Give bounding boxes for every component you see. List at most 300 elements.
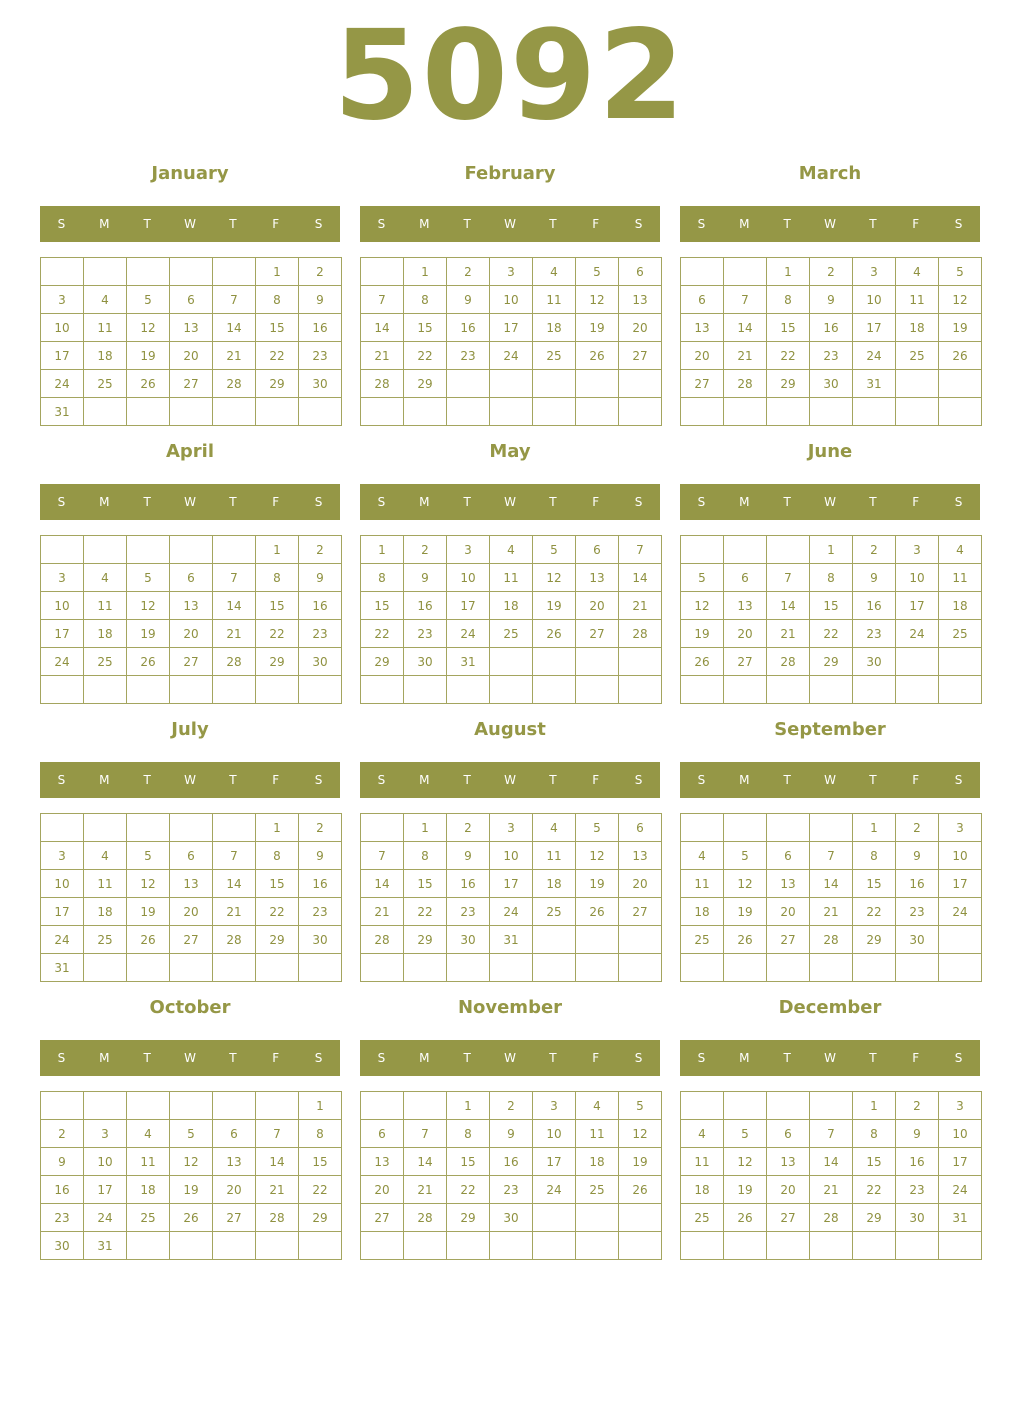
weekday-label: T: [549, 1051, 557, 1065]
empty-day-cell: [256, 1092, 299, 1120]
day-cell: 2: [490, 1092, 533, 1120]
day-cell: 24: [447, 620, 490, 648]
day-cell: 18: [84, 620, 127, 648]
week-row: [361, 1092, 662, 1120]
week-row: [681, 592, 982, 620]
day-cell: 26: [576, 342, 619, 370]
weekday-label: S: [634, 1051, 643, 1065]
day-cell: 21: [361, 342, 404, 370]
day-cell: 27: [724, 648, 767, 676]
weekday-header: [40, 206, 340, 242]
day-cell: 11: [84, 592, 127, 620]
week-row: [361, 870, 662, 898]
week-row: [681, 314, 982, 342]
day-cell: 25: [84, 648, 127, 676]
day-cell: 22: [404, 898, 447, 926]
day-cell: 3: [41, 842, 84, 870]
empty-day-cell: [127, 1092, 170, 1120]
empty-day-cell: [533, 676, 576, 704]
weekday-label: M: [739, 1051, 750, 1065]
weekday-label: M: [419, 1051, 430, 1065]
day-cell: 20: [170, 620, 213, 648]
weekday-label: M: [739, 773, 750, 787]
day-cell: 30: [41, 1232, 84, 1260]
empty-day-cell: [724, 258, 767, 286]
week-row: [41, 398, 342, 426]
day-cell: 19: [127, 342, 170, 370]
day-cell: 1: [256, 814, 299, 842]
day-cell: 15: [299, 1148, 342, 1176]
weekday-header: [360, 1040, 660, 1076]
empty-day-cell: [127, 676, 170, 704]
empty-day-cell: [84, 814, 127, 842]
empty-day-cell: [939, 370, 982, 398]
day-cell: 25: [127, 1204, 170, 1232]
week-row: [681, 398, 982, 426]
day-cell: 20: [213, 1176, 256, 1204]
day-cell: 9: [896, 1120, 939, 1148]
day-cell: 2: [810, 258, 853, 286]
weekday-label: T: [869, 495, 877, 509]
day-cell: 19: [724, 1176, 767, 1204]
empty-day-cell: [127, 398, 170, 426]
day-cell: 16: [810, 314, 853, 342]
day-cell: 6: [767, 1120, 810, 1148]
day-cell: 3: [939, 814, 982, 842]
week-row: [41, 620, 342, 648]
weekday-label: W: [824, 495, 836, 509]
day-cell: 28: [361, 926, 404, 954]
empty-day-cell: [404, 676, 447, 704]
empty-day-cell: [724, 676, 767, 704]
day-cell: 23: [41, 1204, 84, 1232]
week-row: [41, 314, 342, 342]
weekday-label: T: [783, 1051, 791, 1065]
day-cell: 23: [299, 342, 342, 370]
weekday-label: S: [634, 495, 643, 509]
day-cell: 9: [447, 286, 490, 314]
day-cell: 30: [299, 370, 342, 398]
day-cell: 12: [127, 870, 170, 898]
day-cell: 15: [404, 314, 447, 342]
day-cell: 24: [490, 898, 533, 926]
day-cell: 10: [490, 842, 533, 870]
weekday-label: T: [229, 217, 237, 231]
week-row: [681, 870, 982, 898]
month-name: January: [151, 163, 229, 184]
day-cell: 25: [939, 620, 982, 648]
day-cell: 21: [256, 1176, 299, 1204]
week-row: [681, 676, 982, 704]
day-cell: 14: [810, 870, 853, 898]
day-cell: 16: [41, 1176, 84, 1204]
week-row: [41, 1204, 342, 1232]
day-cell: 28: [213, 370, 256, 398]
weekday-label: F: [912, 217, 920, 231]
empty-day-cell: [681, 1232, 724, 1260]
empty-day-cell: [619, 398, 662, 426]
day-cell: 9: [41, 1148, 84, 1176]
week-row: [361, 648, 662, 676]
weekday-label: T: [869, 1051, 877, 1065]
day-cell: 25: [84, 926, 127, 954]
day-cell: 26: [724, 926, 767, 954]
empty-day-cell: [810, 398, 853, 426]
empty-day-cell: [256, 954, 299, 982]
empty-day-cell: [404, 398, 447, 426]
empty-day-cell: [767, 398, 810, 426]
empty-day-cell: [490, 370, 533, 398]
day-cell: 26: [681, 648, 724, 676]
empty-day-cell: [404, 1232, 447, 1260]
day-cell: 24: [84, 1204, 127, 1232]
day-cell: 23: [896, 898, 939, 926]
weekday-label: S: [314, 773, 323, 787]
empty-day-cell: [576, 676, 619, 704]
day-cell: 2: [447, 258, 490, 286]
empty-day-cell: [576, 648, 619, 676]
empty-day-cell: [619, 676, 662, 704]
month-name: December: [778, 997, 882, 1018]
weekday-label: S: [314, 217, 323, 231]
day-cell: 6: [170, 564, 213, 592]
day-cell: 28: [404, 1204, 447, 1232]
week-row: [681, 1092, 982, 1120]
day-cell: 21: [213, 342, 256, 370]
day-grid: [360, 257, 662, 426]
day-cell: 10: [896, 564, 939, 592]
day-cell: 29: [404, 926, 447, 954]
day-cell: 13: [361, 1148, 404, 1176]
week-row: [41, 926, 342, 954]
week-row: [681, 342, 982, 370]
day-cell: 7: [404, 1120, 447, 1148]
day-cell: 29: [404, 370, 447, 398]
month-name: November: [457, 997, 563, 1018]
day-cell: 3: [939, 1092, 982, 1120]
day-cell: 17: [533, 1148, 576, 1176]
day-cell: 10: [41, 870, 84, 898]
day-cell: 20: [576, 592, 619, 620]
day-cell: 15: [404, 870, 447, 898]
week-row: [361, 592, 662, 620]
day-cell: 18: [681, 1176, 724, 1204]
day-cell: 28: [213, 926, 256, 954]
day-cell: 8: [256, 564, 299, 592]
day-cell: 6: [170, 286, 213, 314]
day-grid: [40, 813, 342, 982]
day-cell: 28: [810, 926, 853, 954]
day-cell: 24: [41, 926, 84, 954]
day-cell: 27: [619, 342, 662, 370]
day-cell: 22: [256, 620, 299, 648]
day-cell: 30: [896, 926, 939, 954]
week-row: [41, 1232, 342, 1260]
day-cell: 5: [576, 814, 619, 842]
week-row: [41, 842, 342, 870]
day-cell: 27: [170, 648, 213, 676]
day-cell: 14: [361, 870, 404, 898]
day-cell: 5: [724, 842, 767, 870]
day-cell: 1: [404, 258, 447, 286]
day-cell: 12: [576, 286, 619, 314]
day-cell: 29: [853, 1204, 896, 1232]
week-row: [681, 564, 982, 592]
weekday-label: S: [57, 1051, 66, 1065]
day-cell: 16: [490, 1148, 533, 1176]
weekday-header: [360, 762, 660, 798]
week-row: [361, 258, 662, 286]
day-cell: 16: [447, 870, 490, 898]
empty-day-cell: [533, 954, 576, 982]
day-cell: 18: [896, 314, 939, 342]
day-cell: 15: [853, 1148, 896, 1176]
day-cell: 25: [533, 898, 576, 926]
weekday-label: W: [184, 217, 196, 231]
month-name: October: [149, 997, 231, 1018]
day-cell: 20: [619, 314, 662, 342]
day-cell: 7: [256, 1120, 299, 1148]
day-cell: 25: [84, 370, 127, 398]
week-row: [41, 286, 342, 314]
day-cell: 1: [361, 536, 404, 564]
day-cell: 5: [127, 842, 170, 870]
day-cell: 18: [84, 898, 127, 926]
day-cell: 8: [767, 286, 810, 314]
weekday-header: [360, 484, 660, 520]
day-cell: 7: [810, 1120, 853, 1148]
empty-day-cell: [84, 398, 127, 426]
weekday-label: T: [463, 495, 471, 509]
day-cell: 12: [619, 1120, 662, 1148]
weekday-label: S: [697, 217, 706, 231]
weekday-label: W: [504, 1051, 516, 1065]
day-cell: 19: [127, 620, 170, 648]
day-cell: 18: [576, 1148, 619, 1176]
empty-day-cell: [41, 676, 84, 704]
day-cell: 8: [853, 1120, 896, 1148]
day-cell: 11: [896, 286, 939, 314]
day-cell: 9: [490, 1120, 533, 1148]
weekday-label: W: [824, 773, 836, 787]
day-cell: 31: [490, 926, 533, 954]
day-cell: 15: [256, 870, 299, 898]
empty-day-cell: [681, 954, 724, 982]
day-cell: 28: [361, 370, 404, 398]
weekday-header: [40, 484, 340, 520]
empty-day-cell: [896, 648, 939, 676]
week-row: [681, 286, 982, 314]
empty-day-cell: [576, 370, 619, 398]
weekday-label: S: [314, 495, 323, 509]
day-cell: 5: [576, 258, 619, 286]
weekday-label: S: [57, 773, 66, 787]
day-cell: 30: [447, 926, 490, 954]
day-cell: 20: [681, 342, 724, 370]
day-cell: 20: [724, 620, 767, 648]
day-cell: 22: [404, 342, 447, 370]
week-row: [41, 258, 342, 286]
week-row: [681, 620, 982, 648]
empty-day-cell: [41, 536, 84, 564]
weekday-label: W: [184, 495, 196, 509]
day-cell: 5: [724, 1120, 767, 1148]
day-cell: 2: [299, 814, 342, 842]
empty-day-cell: [127, 536, 170, 564]
day-cell: 5: [533, 536, 576, 564]
month-name: March: [798, 163, 862, 184]
empty-day-cell: [213, 1092, 256, 1120]
empty-day-cell: [213, 676, 256, 704]
week-row: [681, 926, 982, 954]
week-row: [361, 954, 662, 982]
empty-day-cell: [361, 814, 404, 842]
day-cell: 29: [767, 370, 810, 398]
weekday-label: T: [463, 773, 471, 787]
day-cell: 23: [896, 1176, 939, 1204]
day-cell: 31: [939, 1204, 982, 1232]
empty-day-cell: [361, 398, 404, 426]
week-row: [361, 1120, 662, 1148]
day-cell: 19: [127, 898, 170, 926]
empty-day-cell: [724, 398, 767, 426]
week-row: [681, 814, 982, 842]
empty-day-cell: [896, 398, 939, 426]
weekday-label: T: [549, 217, 557, 231]
day-cell: 6: [767, 842, 810, 870]
day-cell: 7: [724, 286, 767, 314]
month-name: April: [165, 441, 215, 462]
weekday-label: F: [272, 217, 280, 231]
weekday-header: [680, 484, 980, 520]
empty-day-cell: [767, 1092, 810, 1120]
day-cell: 23: [404, 620, 447, 648]
empty-day-cell: [256, 676, 299, 704]
day-cell: 7: [213, 564, 256, 592]
empty-day-cell: [170, 676, 213, 704]
day-cell: 26: [533, 620, 576, 648]
day-cell: 22: [256, 898, 299, 926]
day-cell: 29: [853, 926, 896, 954]
day-cell: 27: [213, 1204, 256, 1232]
day-cell: 21: [213, 620, 256, 648]
empty-day-cell: [490, 1232, 533, 1260]
weekday-label: F: [912, 495, 920, 509]
weekday-label: M: [419, 495, 430, 509]
empty-day-cell: [619, 1232, 662, 1260]
weekday-label: W: [824, 1051, 836, 1065]
weekday-label: S: [57, 495, 66, 509]
day-cell: 11: [84, 314, 127, 342]
day-cell: 21: [767, 620, 810, 648]
weekday-label: S: [377, 495, 386, 509]
week-row: [361, 536, 662, 564]
empty-day-cell: [896, 676, 939, 704]
day-cell: 13: [767, 1148, 810, 1176]
week-row: [361, 1148, 662, 1176]
empty-day-cell: [213, 954, 256, 982]
day-cell: 2: [41, 1120, 84, 1148]
weekday-label: F: [912, 773, 920, 787]
day-cell: 18: [533, 314, 576, 342]
day-cell: 27: [170, 926, 213, 954]
day-cell: 14: [213, 592, 256, 620]
day-cell: 13: [619, 842, 662, 870]
week-row: [681, 648, 982, 676]
day-cell: 14: [767, 592, 810, 620]
empty-day-cell: [939, 926, 982, 954]
empty-day-cell: [361, 954, 404, 982]
day-cell: 3: [447, 536, 490, 564]
day-cell: 9: [299, 286, 342, 314]
day-cell: 17: [939, 1148, 982, 1176]
day-cell: 8: [256, 842, 299, 870]
day-cell: 7: [361, 286, 404, 314]
weekday-label: M: [99, 217, 110, 231]
empty-day-cell: [767, 536, 810, 564]
empty-day-cell: [490, 398, 533, 426]
empty-day-cell: [84, 954, 127, 982]
week-row: [41, 592, 342, 620]
empty-day-cell: [299, 954, 342, 982]
day-grid: [360, 1091, 662, 1260]
empty-day-cell: [896, 954, 939, 982]
weekday-header: [680, 206, 980, 242]
empty-day-cell: [853, 398, 896, 426]
day-cell: 21: [810, 898, 853, 926]
empty-day-cell: [619, 370, 662, 398]
day-cell: 18: [533, 870, 576, 898]
day-cell: 29: [299, 1204, 342, 1232]
empty-day-cell: [84, 258, 127, 286]
day-cell: 12: [127, 592, 170, 620]
empty-day-cell: [810, 1232, 853, 1260]
day-cell: 29: [256, 926, 299, 954]
empty-day-cell: [576, 1204, 619, 1232]
weekday-label: M: [99, 495, 110, 509]
empty-day-cell: [404, 1092, 447, 1120]
weekday-label: S: [314, 1051, 323, 1065]
day-cell: 12: [724, 870, 767, 898]
day-cell: 11: [127, 1148, 170, 1176]
weekday-label: S: [57, 217, 66, 231]
empty-day-cell: [576, 926, 619, 954]
week-row: [361, 620, 662, 648]
day-cell: 3: [490, 814, 533, 842]
day-cell: 12: [170, 1148, 213, 1176]
day-cell: 29: [810, 648, 853, 676]
day-cell: 8: [810, 564, 853, 592]
day-cell: 26: [127, 926, 170, 954]
day-cell: 14: [361, 314, 404, 342]
empty-day-cell: [681, 676, 724, 704]
empty-day-cell: [256, 1232, 299, 1260]
empty-day-cell: [361, 1232, 404, 1260]
weekday-label: M: [739, 495, 750, 509]
day-grid: [680, 257, 982, 426]
day-cell: 19: [170, 1176, 213, 1204]
empty-day-cell: [853, 676, 896, 704]
weekday-header: [360, 206, 660, 242]
day-cell: 13: [619, 286, 662, 314]
day-cell: 16: [299, 592, 342, 620]
empty-day-cell: [533, 648, 576, 676]
month-name: June: [807, 441, 853, 462]
empty-day-cell: [681, 398, 724, 426]
day-cell: 17: [490, 314, 533, 342]
weekday-label: F: [272, 495, 280, 509]
empty-day-cell: [767, 1232, 810, 1260]
